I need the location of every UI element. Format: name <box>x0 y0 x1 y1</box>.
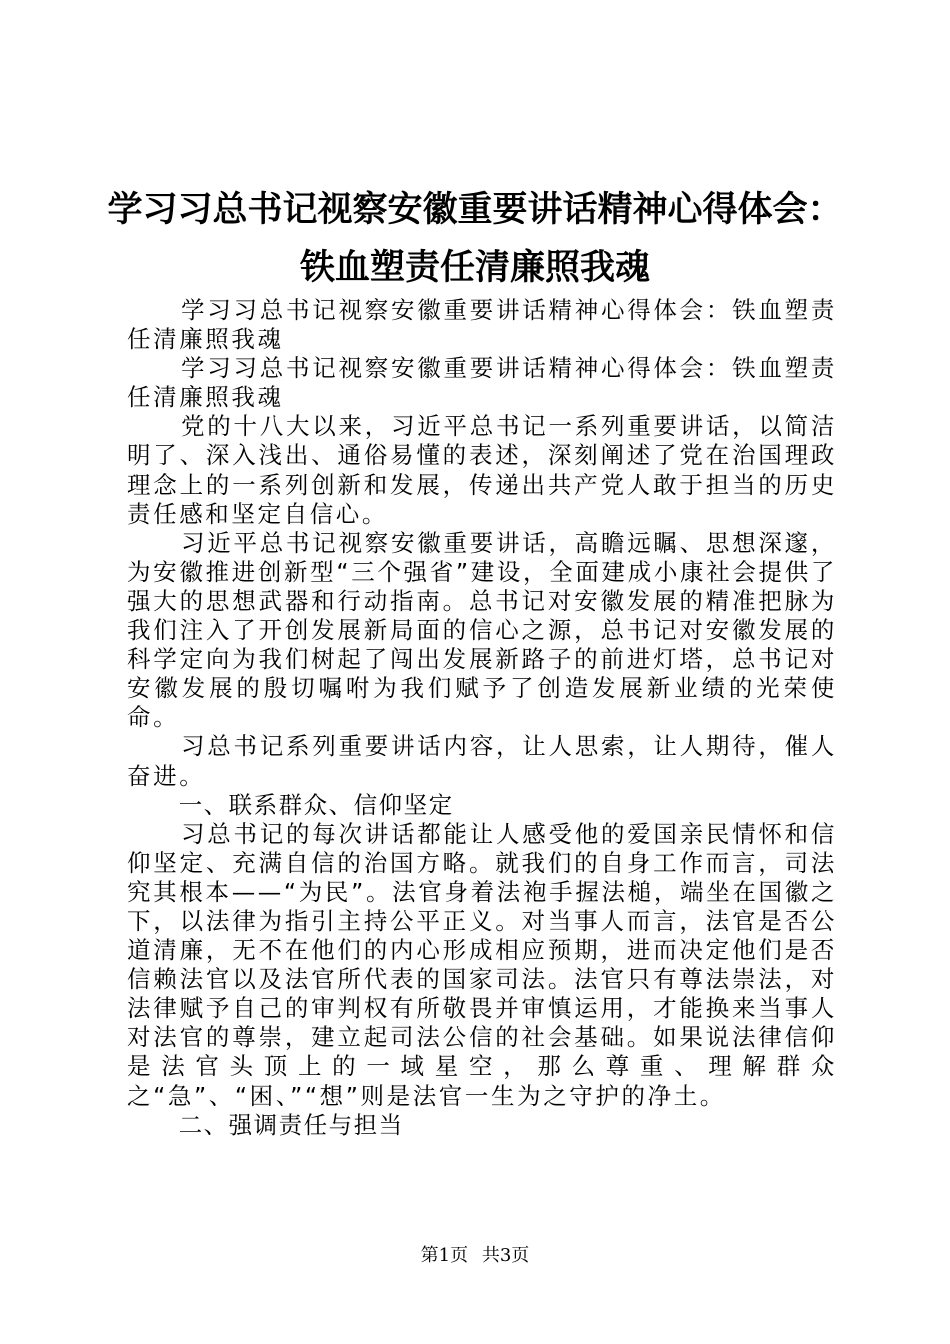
section-heading-1: 一、联系群众、信仰坚定 <box>178 790 454 819</box>
paragraph-title-repeat-1: 学习习总书记视察安徽重要讲话精神心得体会：铁血塑责任清廉照我魂 <box>127 296 837 354</box>
paragraph-reflection: 习总书记系列重要讲话内容，让人思索，让人期待，催人奋进。 <box>127 732 837 790</box>
page-footer <box>0 1244 950 1268</box>
paragraph-intro: 党的十八大以来，习近平总书记一系列重要讲话，以简洁明了、深入浅出、通俗易懂的表述，深刻阐述了党在治国理政理念上的一系列创新和发展，传递出共产党人敢于担当的历史责任感和坚定自信心。 <box>127 412 837 528</box>
page-number: 第1页 <box>420 1245 469 1266</box>
document-title-line-2: 铁血塑责任清廉照我魂 <box>299 247 650 288</box>
document-title-line-1: 学习习总书记视察安徽重要讲话精神心得体会： <box>107 189 843 230</box>
page-total: 共3页 <box>481 1245 530 1266</box>
document-body <box>127 296 837 1140</box>
section-heading-2: 二、强调责任与担当 <box>178 1110 404 1139</box>
paragraph-anhui-speech: 习近平总书记视察安徽重要讲话，高瞻远瞩、思想深邃，为安徽推进创新型“三个强省”建设，全面建成小康社会提供了强大的思想武器和行动指南。总书记对安徽发展的精准把脉为我们注入了开创发展新局面的信心之源，总书记对安徽发展的科学定向为我们树起了闯出发展新路子的前进灯塔，总书记对安徽发展的殷切嘱咐为我们赋予了创造发展新业绩的光荣使命。 <box>127 528 837 732</box>
paragraph-section-1: 习总书记的每次讲话都能让人感受他的爱国亲民情怀和信仰坚定、充满自信的治国方略。就我们的自身工作而言，司法究其根本——“为民”。法官身着法袍手握法槌，端坐在国徽之下，以法律为指引主持公平正义。对当事人而言，法官是否公道清廉，无不在他们的内心形成相应预期，进而决定他们是否信赖法官以及法官所代表的国家司法。法官只有尊法崇法，对法律赋予自己的审判权有所敬畏并审慎运用，才能换来当事人对法官的尊崇，建立起司法公信的社会基础。如果说法律信仰是法官头顶上的一域星空，那么尊重、理解群众之“急”、“困、”“想”则是法官一生为之守护的净土。 <box>127 819 837 1110</box>
paragraph-title-repeat-2: 学习习总书记视察安徽重要讲话精神心得体会：铁血塑责任清廉照我魂 <box>127 354 837 412</box>
